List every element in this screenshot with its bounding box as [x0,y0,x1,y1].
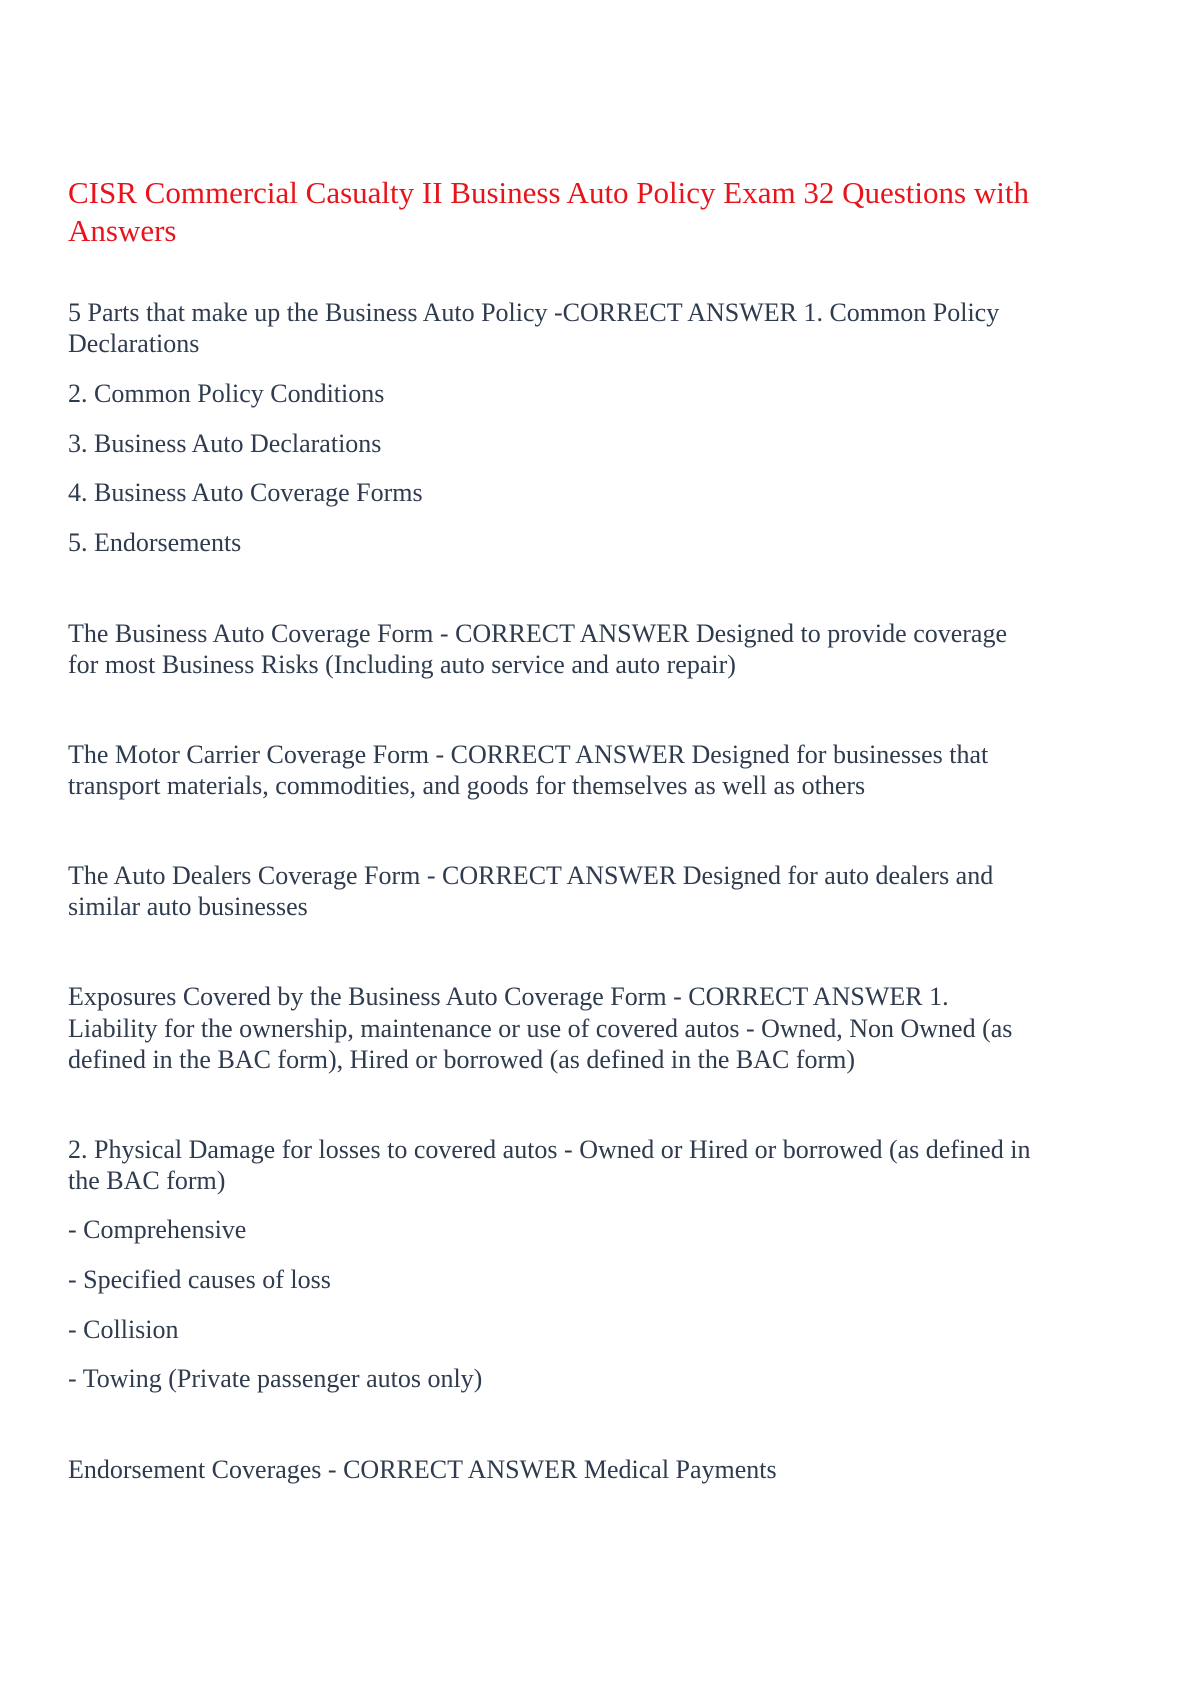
q1-answer-item-3: 3. Business Auto Declarations [68,429,382,458]
q1-question-line-2: Declarations [68,329,200,358]
q4-line-2: similar auto businesses [68,892,308,921]
q6-line-1: Endorsement Coverages - CORRECT ANSWER Medical Payments [68,1455,777,1484]
q3-line-1: The Motor Carrier Coverage Form - CORRECT ANSWER Designed for businesses that [68,740,989,769]
q1-answer-item-4: 4. Business Auto Coverage Forms [68,478,423,507]
q3-line-2: transport materials, commodities, and goods for themselves as well as others [68,771,866,800]
document-title [68,174,1128,250]
q5-answer-2-line-1: 2. Physical Damage for losses to covered autos - Owned or Hired or borrowed (as defined in [68,1135,1031,1164]
document-title-line-1: CISR Commercial Casualty II Business Auto Policy Exam 32 Questions with [68,175,1029,210]
q5-answer-2-line-2: the BAC form) [68,1166,226,1195]
q5-line-3: defined in the BAC form), Hired or borrowed (as defined in the BAC form) [68,1045,856,1074]
q2-line-1: The Business Auto Coverage Form - CORRECT ANSWER Designed to provide coverage [68,619,1008,648]
q1-answer-item-2: 2. Common Policy Conditions [68,379,385,408]
q5-bullet-towing: - Towing (Private passenger autos only) [68,1364,483,1393]
q2-line-2: for most Business Risks (Including auto service and auto repair) [68,650,736,679]
q5-line-2: Liability for the ownership, maintenance or use of covered autos - Owned, Non Owned (as [68,1014,1013,1043]
document-title-line-2: Answers [68,213,177,248]
q5-bullet-comprehensive: - Comprehensive [68,1215,247,1244]
q1-answer-item-5: 5. Endorsements [68,528,242,557]
q5-bullet-collision: - Collision [68,1315,179,1344]
q1-question-line-1: 5 Parts that make up the Business Auto Policy -CORRECT ANSWER 1. Common Policy [68,298,1000,327]
q5-bullet-specified-causes: - Specified causes of loss [68,1265,331,1294]
q4-line-1: The Auto Dealers Coverage Form - CORRECT ANSWER Designed for auto dealers and [68,861,994,890]
q5-line-1: Exposures Covered by the Business Auto Coverage Form - CORRECT ANSWER 1. [68,982,949,1011]
